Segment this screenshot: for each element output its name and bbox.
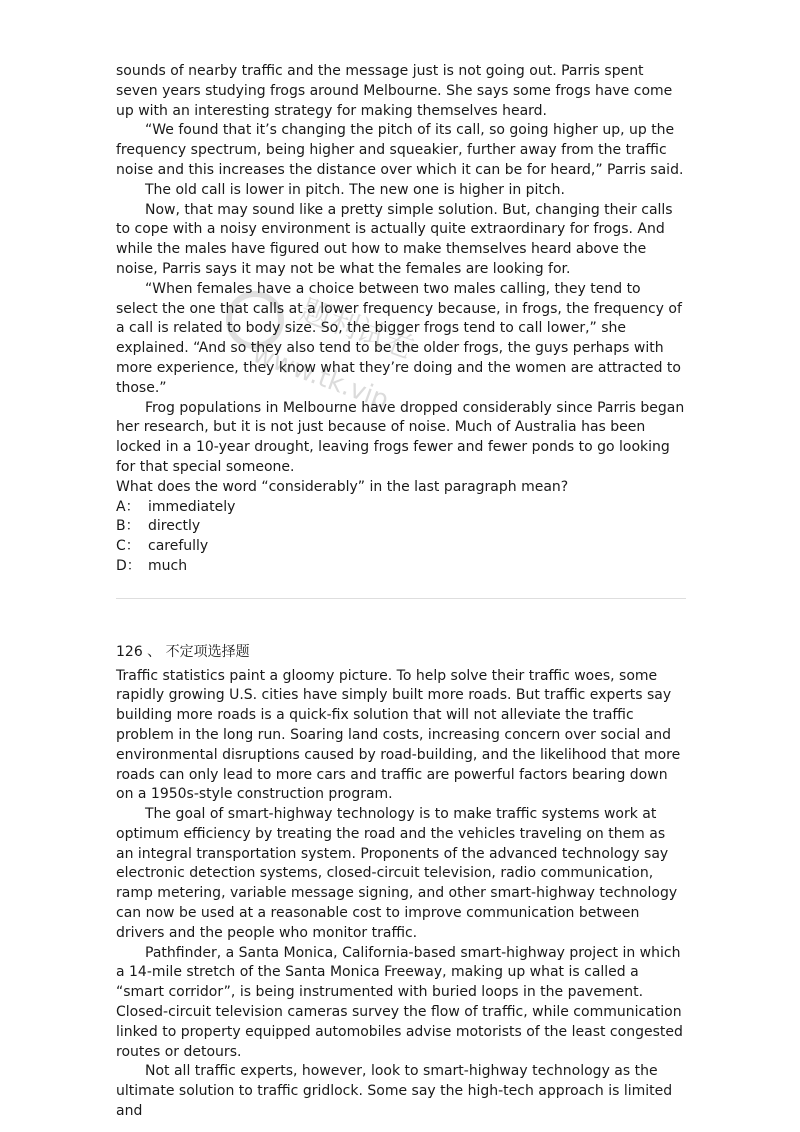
passage-paragraph: The goal of smart-highway technology is to make traffic systems work at optimum efficiency by treating the road and the vehicles traveling on them as an integral transportation system. Proponents of the advanced technology say electronic detection systems, closed-circuit television, radio communication, ramp metering, variable message signing, and other smart-highway technology can now be used at a reasonable cost to improve communication between drivers and the people who monitor traffic. [116, 806, 678, 941]
option-text: directly [148, 518, 201, 535]
option-d[interactable] [116, 557, 686, 577]
option-c[interactable] [116, 537, 686, 557]
question-125 [116, 62, 686, 577]
option-a[interactable] [116, 498, 686, 518]
passage-paragraph: Now, that may sound like a pretty simple solution. But, changing their calls to cope with a noisy environment is actually quite extraordinary for frogs. And while the males have figured out how to make themselves heard above the noise, Parris says it may not be what the females are looking for. [116, 201, 673, 277]
passage-paragraph: Not all traffic experts, however, look to smart-highway technology as the ultimate solution to traffic gridlock. Some say the high-tech approach is limited and [116, 1063, 673, 1120]
watermark-url: www.tk.vip [248, 338, 393, 416]
option-key: A： [116, 498, 140, 515]
passage-paragraph: The old call is lower in pitch. The new one is higher in pitch. [145, 181, 565, 198]
passage-paragraph: sounds of nearby traffic and the message just is not going out. Parris spent seven years studying frogs around Melbourne. She says some frogs have come up with an interesting strategy for making themselves heard. [116, 63, 673, 119]
passage-paragraph: “When females have a choice between two males calling, they tend to select the one that calls at a lower frequency because, in frogs, the frequency of a call is related to body size. So, the bigger frogs tend to call lower,” she explained. “And so they also tend to be the older frogs, the guys perhaps with more experience, they know what they’re doing and the women are attracted to those.” [116, 280, 682, 396]
option-b[interactable] [116, 517, 686, 537]
option-key: B： [116, 518, 140, 535]
passage-paragraph: Traffic statistics paint a gloomy picture. To help solve their traffic woes, some rapidly growing U.S. cities have simply built more roads. But traffic experts say building more roads is a quick-fix solution that will not alleviate the traffic problem in the long run. Soaring land costs, increasing concern over social and environmental disruptions caused by road-building, and the likelihood that more roads can only lead to more cars and traffic are powerful factors bearing down on a 1950s-style construction program. [116, 667, 681, 803]
option-key: D： [116, 557, 141, 574]
watermark-title: 题利试卷 [295, 292, 421, 367]
document-page [116, 62, 686, 1122]
passage-paragraph: Frog populations in Melbourne have dropped considerably since Parris began her research, but it is not just because of noise. Much of Australia has been locked in a 10-year drought, leaving frogs fewer and fewer ponds to go looking for that special someone. [116, 399, 685, 475]
answer-options [116, 498, 686, 577]
option-text: much [148, 557, 188, 574]
option-text: immediately [148, 498, 236, 515]
question-text: What does the word “considerably” in the last paragraph mean? [116, 478, 569, 495]
option-key: C： [116, 538, 140, 555]
question-126 [116, 643, 686, 1122]
passage-paragraph: Pathfinder, a Santa Monica, California-based smart-highway project in which a 14-mile stretch of the Santa Monica Freeway, making up what is called a “smart corridor”, is being instrumented with buried loops in the pavement. Closed-circuit television cameras survey the flow of traffic, while communication linked to property equipped automobiles advise motorists of the least congested routes or detours. [116, 944, 683, 1060]
section-divider [116, 598, 686, 599]
passage-paragraph: “We found that it’s changing the pitch of its call, so going higher up, up the frequency spectrum, being higher and squeakier, further away from the traffic noise and this increases the distance over which it can be for heard,” Parris said. [116, 122, 684, 178]
option-text: carefully [148, 538, 209, 555]
question-heading: 126 、 不定项选择题 [116, 643, 250, 660]
